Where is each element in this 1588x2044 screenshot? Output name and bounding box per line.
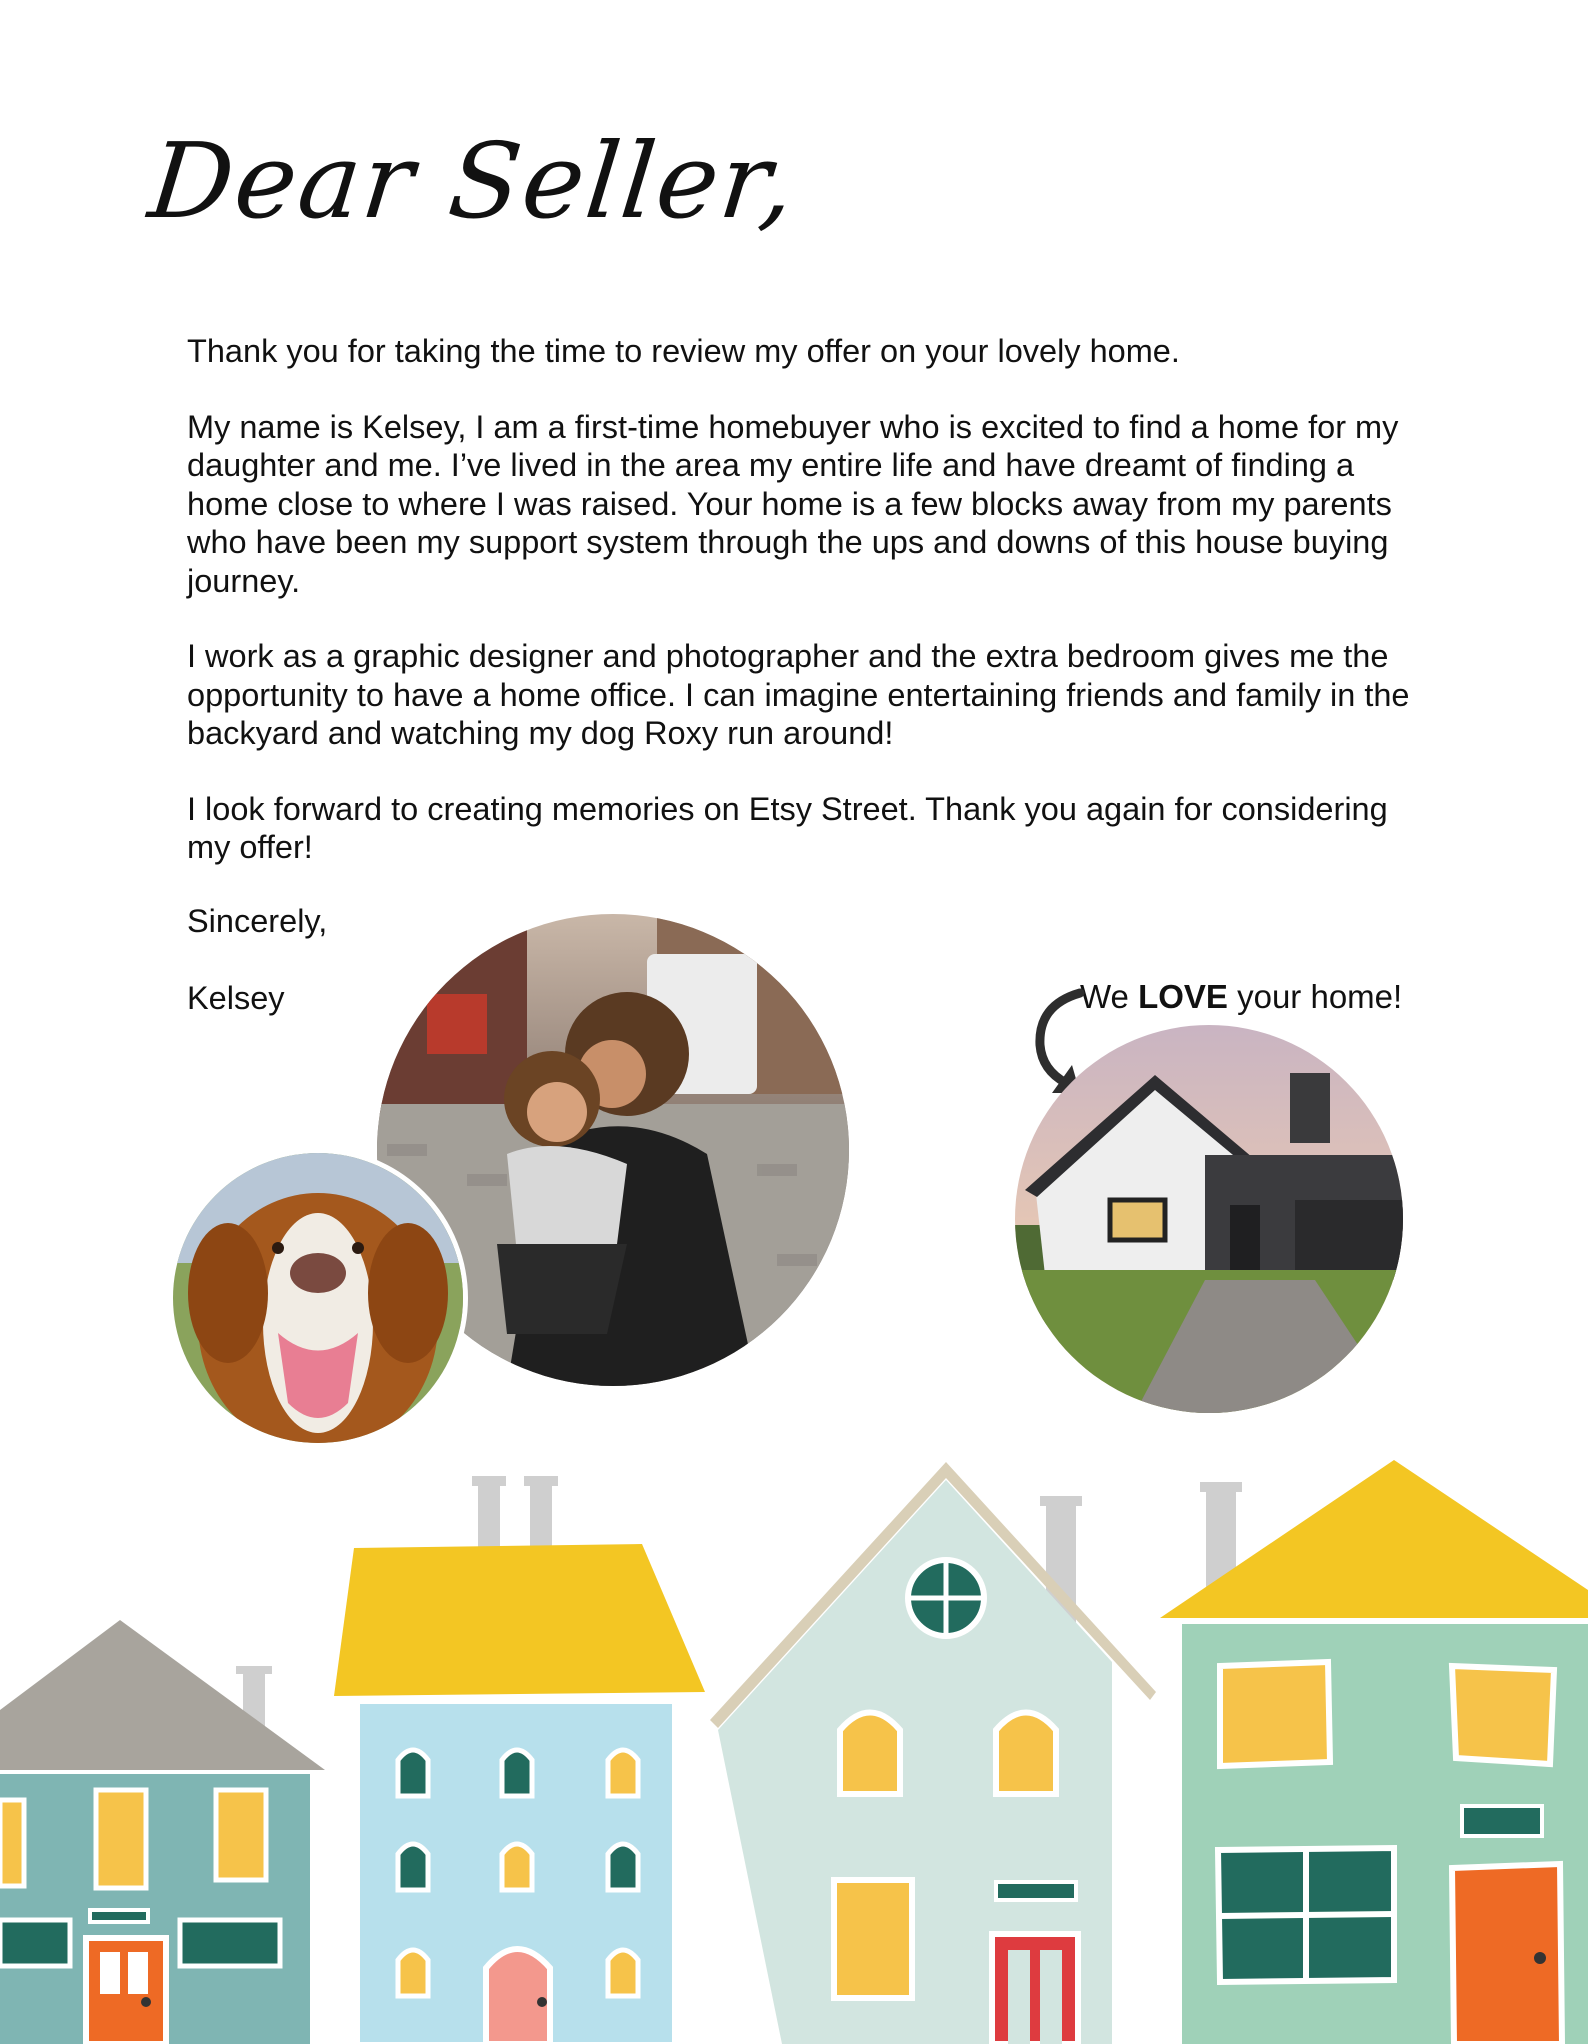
- caption-before: We: [1080, 978, 1139, 1015]
- letter-paragraph-1: Thank you for taking the time to review my offer on your lovely home.: [187, 333, 1180, 369]
- closing-text: Sincerely,: [187, 903, 328, 939]
- signature-name: Kelsey: [187, 980, 285, 1016]
- letter-paragraph-4: I look forward to creating memories on Etsy Street. Thank you again for considering my offer!: [187, 790, 1388, 865]
- house-photo: [1015, 1025, 1403, 1413]
- letter-body: [187, 332, 1427, 904]
- caption-emphasis: LOVE: [1138, 978, 1228, 1015]
- houses-illustration: [0, 1440, 1588, 2044]
- caption-after: your home!: [1227, 978, 1403, 1015]
- dog-photo: [168, 1148, 468, 1448]
- love-your-home-caption: [1080, 978, 1402, 1016]
- greeting-heading: Dear Seller,: [143, 120, 803, 242]
- letter-paragraph-3: I work as a graphic designer and photographer and the extra bedroom gives me the opportunity to have a home office. I can imagine entertaining friends and family in the backyard and watching my dog Roxy run around!: [187, 638, 1410, 751]
- letter-paragraph-2: My name is Kelsey, I am a first-time homebuyer who is excited to find a home for my daughter and me. I’ve lived in the area my entire life and have dreamt of finding a home close to where I was raised. Your home is a few blocks away from my parents who have been my support system through the ups and downs of this house buying journey.: [187, 408, 1399, 599]
